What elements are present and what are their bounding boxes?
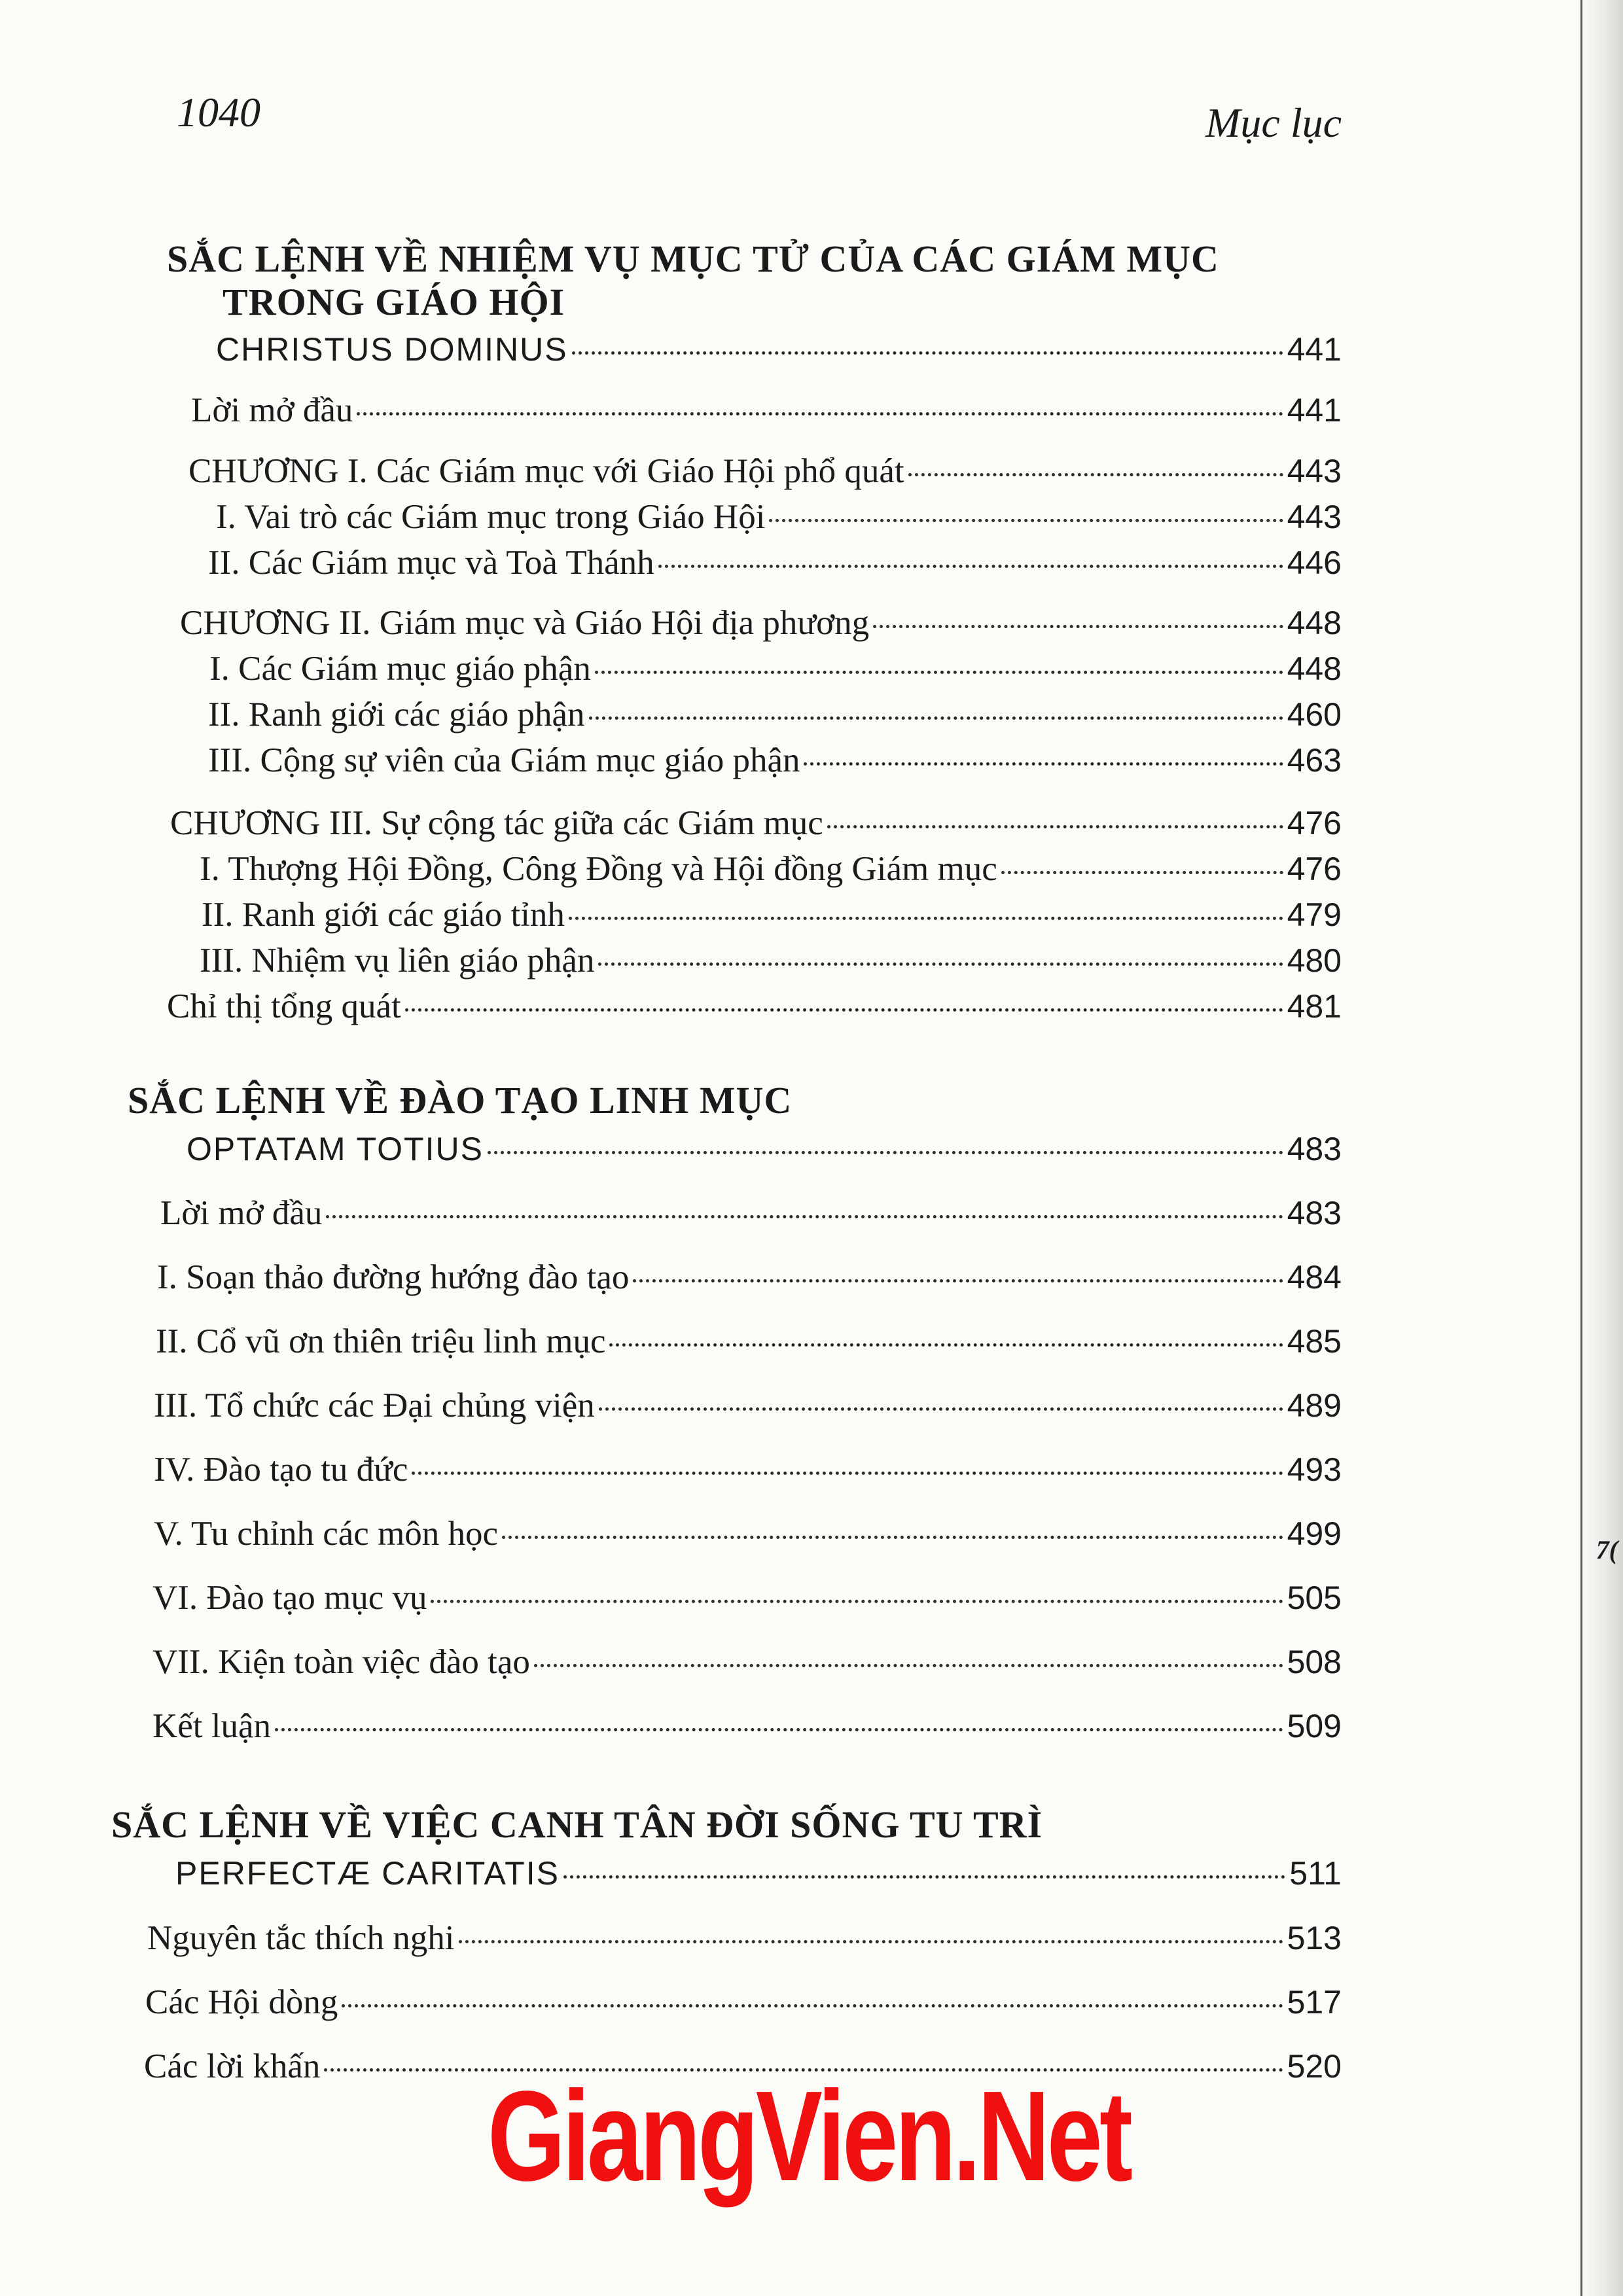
section-title: SẮC LỆNH VỀ NHIỆM VỤ MỤC TỬ CỦA CÁC GIÁM MỤC <box>167 238 1219 280</box>
toc-entry[interactable] <box>200 849 1342 895</box>
toc-entry-page: 443 <box>1287 453 1342 489</box>
dot-leader <box>357 412 1283 415</box>
toc-entry-label: I. Soạn thảo đường hướng đào tạo <box>157 1258 630 1296</box>
toc-entry-label: III. Tổ chức các Đại chủng viện <box>154 1386 595 1424</box>
toc-entry-page: 508 <box>1287 1644 1342 1680</box>
toc-entry[interactable] <box>154 1386 1342 1432</box>
toc-entry-label: III. Cộng sự viên của Giám mục giáo phận <box>208 741 800 779</box>
toc-entry-label: Chỉ thị tổng quát <box>167 987 401 1025</box>
toc-entry-label: II. Ranh giới các giáo tỉnh <box>202 896 565 934</box>
dot-leader <box>342 2004 1283 2007</box>
dot-leader <box>431 1600 1283 1603</box>
dot-leader <box>488 1151 1283 1154</box>
toc-entry-label: Kết luận <box>152 1707 272 1745</box>
dot-leader <box>459 1940 1283 1943</box>
toc-entry[interactable] <box>160 1193 1342 1239</box>
toc-entry-page: 511 <box>1289 1855 1342 1892</box>
toc-entry-label: II. Cổ vũ ơn thiên triệu linh mục <box>156 1322 606 1360</box>
toc-entry-page: 476 <box>1287 851 1342 887</box>
toc-entry-page: 513 <box>1287 1920 1342 1956</box>
toc-entry-label: CHRISTUS DOMINUS <box>216 331 568 368</box>
toc-entry-label: II. Ranh giới các giáo phận <box>208 696 585 733</box>
toc-entry-page: 463 <box>1287 742 1342 779</box>
section-title: TRONG GIÁO HỘI <box>223 281 565 323</box>
dot-leader <box>769 519 1283 522</box>
watermark: GiangVien.Net <box>488 2064 1130 2208</box>
toc-entry[interactable] <box>191 391 1342 436</box>
toc-entry-label: OPTATAM TOTIUS <box>187 1131 484 1167</box>
toc-entry[interactable] <box>167 987 1342 1033</box>
toc-entry[interactable] <box>209 649 1342 695</box>
dot-leader <box>908 473 1283 476</box>
toc-entry-label: I. Thượng Hội Đồng, Công Đồng và Hội đồng Giám mục <box>200 850 997 888</box>
toc-entry-label: II. Các Giám mục và Toà Thánh <box>208 544 654 582</box>
toc-entry-label: PERFECTÆ CARITATIS <box>175 1855 560 1892</box>
toc-entry-label: CHƯƠNG II. Giám mục và Giáo Hội địa phương <box>180 604 870 642</box>
dot-leader <box>598 963 1283 966</box>
dot-leader <box>599 1407 1283 1411</box>
toc-entry-page: 483 <box>1287 1131 1342 1167</box>
toc-entry-label: VII. Kiện toàn việc đào tạo <box>152 1643 530 1681</box>
toc-entry-page: 443 <box>1287 499 1342 535</box>
toc-entry-page: 480 <box>1287 942 1342 979</box>
dot-leader <box>275 1728 1283 1731</box>
toc-entry[interactable] <box>208 695 1342 741</box>
toc-entry-label: Lời mở đầu <box>191 391 353 429</box>
dot-leader <box>589 716 1283 720</box>
toc-entry-page: 446 <box>1287 544 1342 581</box>
page-edge-shadow <box>1577 0 1623 2296</box>
dot-leader <box>609 1343 1283 1347</box>
toc-entry-page: 476 <box>1287 805 1342 841</box>
toc-entry-label: I. Các Giám mục giáo phận <box>209 650 591 688</box>
toc-entry-page: 441 <box>1287 392 1342 429</box>
toc-entry-label: VI. Đào tạo mục vụ <box>152 1579 427 1617</box>
toc-entry-page: 517 <box>1287 1984 1342 2021</box>
toc-entry-label: Lời mở đầu <box>160 1194 323 1232</box>
toc-entry-page: 483 <box>1287 1195 1342 1231</box>
dot-leader <box>658 565 1283 568</box>
toc-entry[interactable] <box>200 941 1342 987</box>
page-header <box>177 88 1342 147</box>
toc-entry-page: 441 <box>1287 331 1342 368</box>
toc-entry-label: I. Vai trò các Giám mục trong Giáo Hội <box>216 498 766 536</box>
toc-entry[interactable] <box>208 543 1342 589</box>
running-title: Mục lục <box>1205 99 1342 146</box>
dot-leader <box>534 1664 1283 1667</box>
toc-entry-page: 499 <box>1287 1515 1342 1552</box>
dot-leader <box>412 1472 1283 1475</box>
toc-entry[interactable] <box>202 895 1342 941</box>
dot-leader <box>873 625 1283 628</box>
dot-leader <box>827 825 1283 828</box>
toc-entry-page: 484 <box>1287 1259 1342 1296</box>
toc-entry[interactable] <box>216 497 1342 543</box>
toc-entry-label: IV. Đào tạo tu đức <box>154 1451 408 1489</box>
page-edge-line <box>1580 0 1582 2296</box>
dot-leader <box>502 1536 1283 1539</box>
toc-entry-page: 509 <box>1287 1708 1342 1744</box>
section-title: SẮC LỆNH VỀ VIỆC CANH TÂN ĐỜI SỐNG TU TRÌ <box>111 1803 1043 1846</box>
dot-leader <box>804 762 1283 766</box>
toc-entry-page: 481 <box>1287 988 1342 1025</box>
dot-leader <box>569 917 1283 920</box>
toc-entry[interactable] <box>170 804 1342 849</box>
toc-entry[interactable] <box>154 1514 1342 1560</box>
toc-entry-label: CHƯƠNG I. Các Giám mục với Giáo Hội phổ quát <box>188 452 904 490</box>
toc-entry-label: III. Nhiệm vụ liên giáo phận <box>200 942 595 980</box>
toc-entry-page: 448 <box>1287 605 1342 641</box>
toc-entry-page: 479 <box>1287 896 1342 933</box>
toc-entry-page: 485 <box>1287 1323 1342 1360</box>
toc-entry-label: Các Hội dòng <box>145 1983 338 2021</box>
toc-entry-page: 505 <box>1287 1580 1342 1616</box>
toc-entry-label: Nguyên tắc thích nghi <box>147 1919 455 1957</box>
dot-leader <box>326 1215 1283 1218</box>
toc-entry[interactable] <box>180 603 1342 649</box>
adjacent-page-fragment: 7( <box>1596 1535 1618 1564</box>
toc-entry-page: 448 <box>1287 650 1342 687</box>
dot-leader <box>1001 871 1283 874</box>
toc-entry-page: 460 <box>1287 696 1342 733</box>
page-number: 1040 <box>177 89 260 135</box>
toc-entry[interactable] <box>157 1258 1342 1303</box>
toc-entry-label: Các lời khấn <box>144 2047 321 2085</box>
toc-entry[interactable] <box>216 330 1342 376</box>
dot-leader <box>563 1875 1285 1879</box>
dot-leader <box>595 671 1283 674</box>
dot-leader <box>405 1008 1283 1012</box>
toc-entry[interactable] <box>152 1642 1342 1688</box>
toc-entry[interactable] <box>147 1918 1342 1964</box>
toc-entry[interactable] <box>154 1450 1342 1496</box>
toc-entry-page: 493 <box>1287 1451 1342 1488</box>
toc-entry[interactable] <box>188 451 1342 497</box>
toc-entry[interactable] <box>152 1706 1342 1752</box>
dot-leader <box>633 1279 1283 1282</box>
toc-entry[interactable] <box>156 1322 1342 1368</box>
toc-entry[interactable] <box>175 1854 1342 1900</box>
toc-entry-page: 489 <box>1287 1387 1342 1424</box>
toc-entry-label: CHƯƠNG III. Sự cộng tác giữa các Giám mục <box>170 804 823 842</box>
toc-entry[interactable] <box>152 1578 1342 1624</box>
toc-entry-label: V. Tu chỉnh các môn học <box>154 1515 499 1553</box>
section-title: SẮC LỆNH VỀ ĐÀO TẠO LINH MỤC <box>128 1079 793 1122</box>
dot-leader <box>572 351 1283 355</box>
toc-entry-page: 520 <box>1287 2048 1342 2085</box>
toc-entry[interactable] <box>187 1130 1342 1176</box>
toc-entry[interactable] <box>145 1983 1342 2028</box>
toc-entry[interactable] <box>208 741 1342 786</box>
